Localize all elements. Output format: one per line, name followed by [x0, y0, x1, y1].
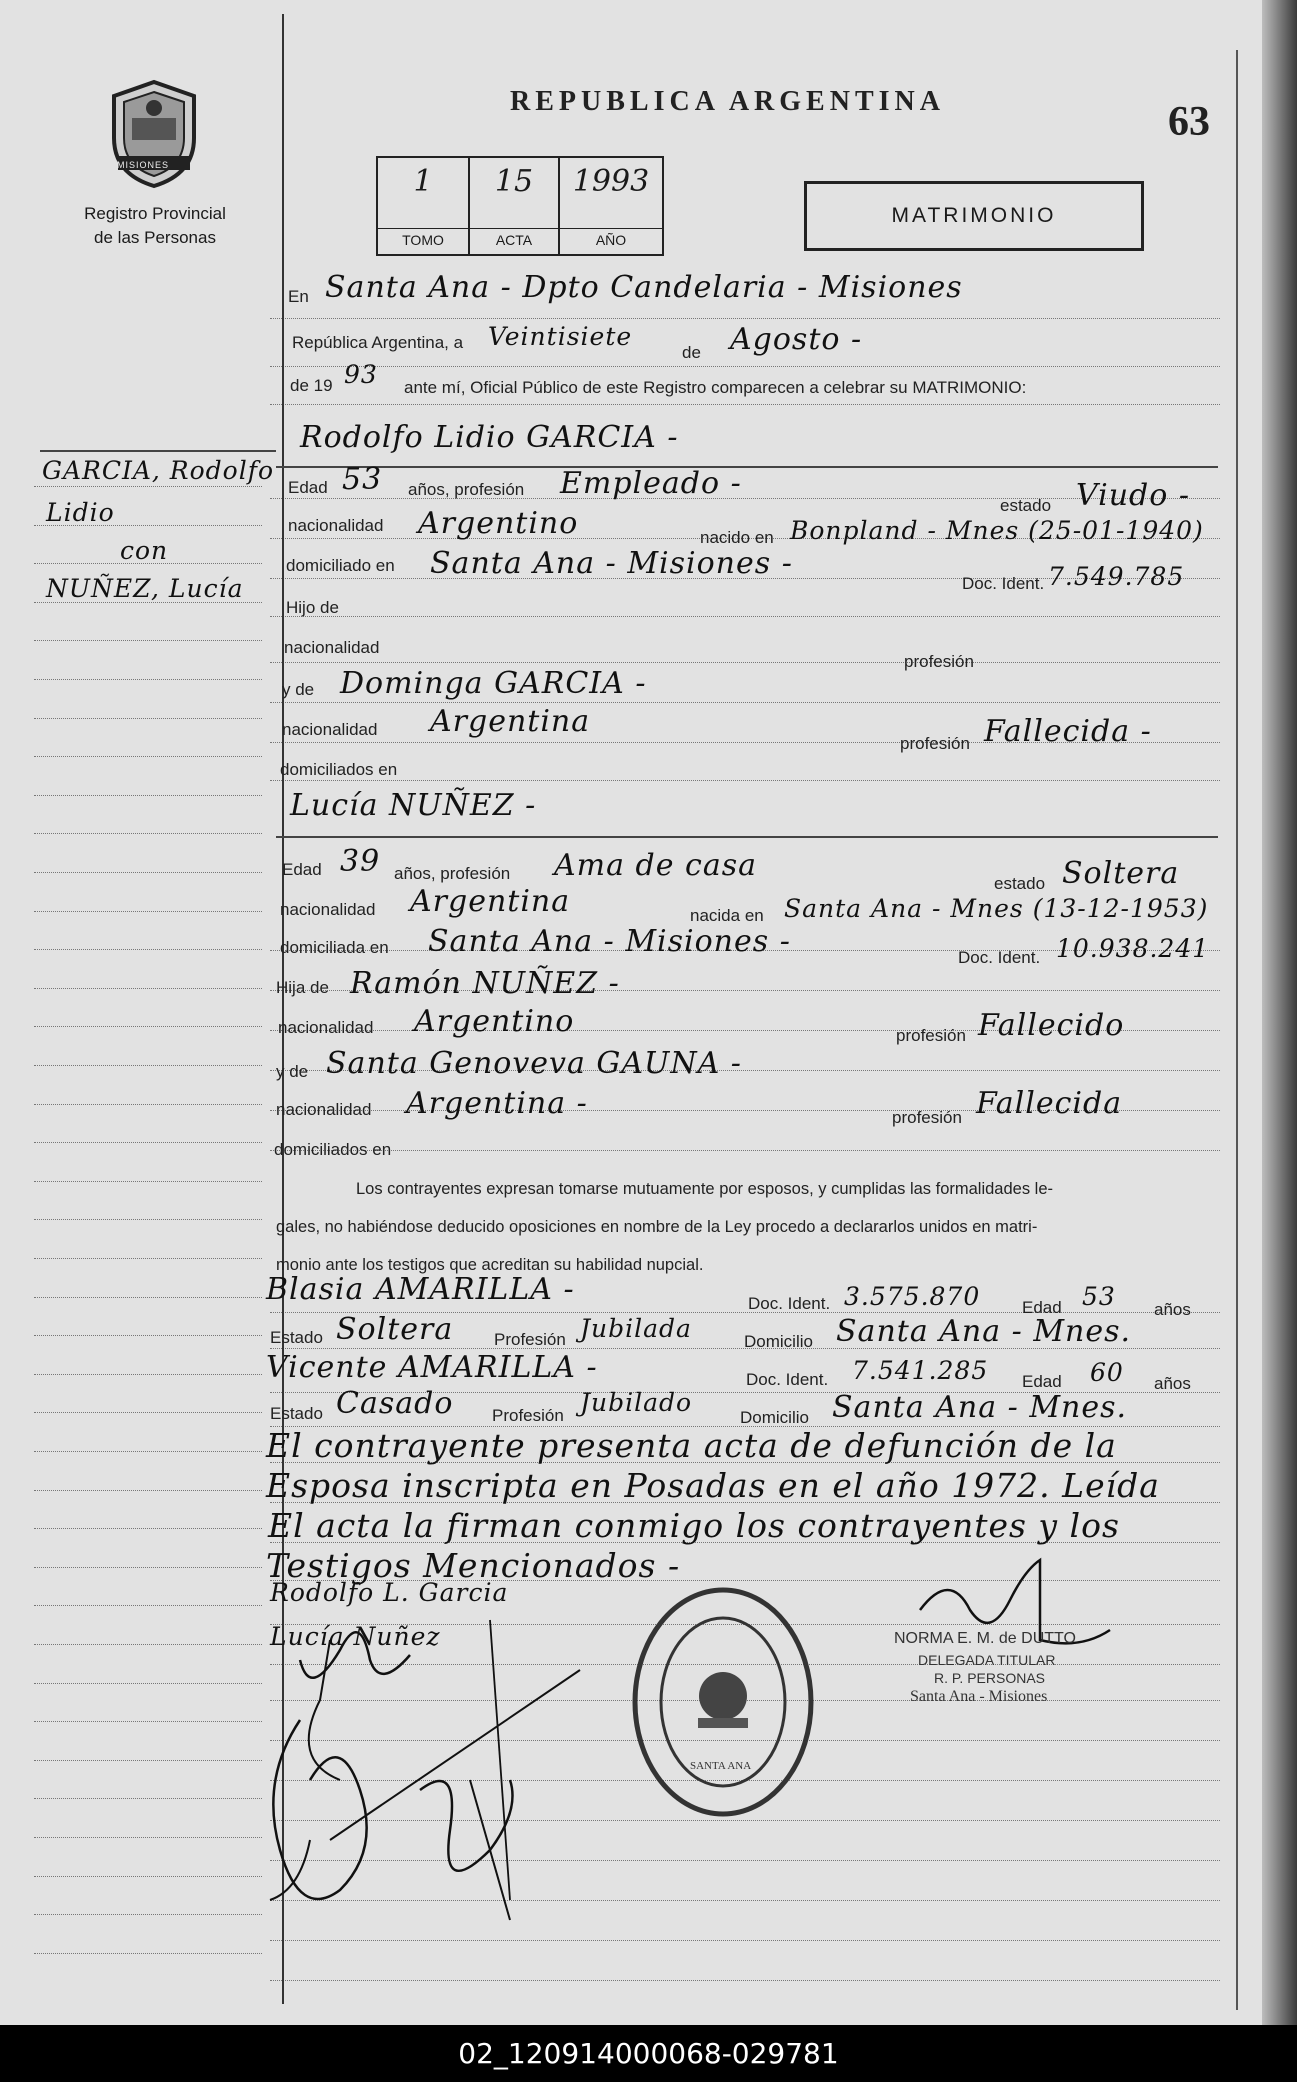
bride-domicilio: Santa Ana - Misiones -	[428, 924, 791, 959]
registry-label-line2: de las Personas	[94, 228, 216, 247]
bride-edad-label: Edad	[282, 860, 322, 879]
bride-father-prof-label: profesión	[896, 1026, 966, 1045]
year-prefix: de 19	[290, 376, 333, 395]
groom-estado-label: estado	[1000, 496, 1052, 515]
bride-father-nac: Argentino	[414, 1004, 575, 1039]
bride-profesion-label: años, profesión	[394, 864, 511, 883]
note-line1: El contrayente presenta acta de defunción de la	[266, 1426, 1117, 1465]
margin-note-line3: con	[120, 536, 169, 565]
witness2-name: Vicente AMARILLA -	[266, 1350, 598, 1385]
declaration-line3: monio ante los testigos que acreditan su habilidad nupcial.	[276, 1256, 704, 1274]
officer-title: DELEGADA TITULAR	[918, 1652, 1056, 1668]
margin-note-line2: Lidio	[46, 498, 115, 527]
marriage-place: Santa Ana - Dpto Candelaria - Misiones	[325, 270, 963, 305]
officer-name: NORMA E. M. de DUTTO	[894, 1630, 1076, 1647]
groom-doc-label: Doc. Ident.	[962, 574, 1045, 593]
groom-father-nac-label: nacionalidad	[284, 638, 380, 657]
groom-nacionalidad: Argentino	[418, 506, 579, 541]
groom-domicilio-label: domiciliado en	[286, 556, 395, 575]
bride-father-nac-label: nacionalidad	[278, 1018, 374, 1037]
groom-mother-nac-label: nacionalidad	[282, 720, 378, 739]
groom-domicilio: Santa Ana - Misiones -	[430, 546, 793, 581]
groom-yde-label: y de	[282, 680, 315, 699]
de-label: de	[682, 343, 701, 362]
groom-father-prof-label: profesión	[904, 652, 974, 671]
groom-nacionalidad-label: nacionalidad	[288, 516, 384, 535]
groom-mother-prof-label: profesión	[900, 734, 970, 753]
groom-edad: 53	[342, 462, 383, 497]
witness2-estado: Casado	[336, 1386, 454, 1421]
marriage-month: Agosto -	[730, 322, 863, 357]
book-spine	[1262, 0, 1297, 2025]
bride-mother-nac: Argentina -	[406, 1086, 588, 1121]
witness2-edad: 60	[1090, 1358, 1124, 1387]
witness1-profesion: Jubilada	[580, 1314, 692, 1343]
bride-domicilio-label: domiciliada en	[280, 938, 389, 957]
bride-mother: Santa Genoveva GAUNA -	[326, 1046, 742, 1081]
ano-label: AÑO	[560, 228, 662, 248]
acta-value: 15	[494, 164, 534, 199]
groom-profesion: Empleado -	[560, 466, 742, 501]
ano-value: 1993	[572, 164, 650, 199]
witness1-estado: Soltera	[336, 1312, 454, 1347]
bride-edad: 39	[340, 844, 381, 879]
bride-signature: Lucía Nuñez	[270, 1622, 441, 1651]
registry-label-line1: Registro Provincial	[84, 204, 226, 223]
bride-estado: Soltera	[1062, 856, 1180, 891]
witness2-edad-label: Edad	[1022, 1372, 1062, 1391]
note-line2: Esposa inscripta en Posadas en el año 1972. Leída	[266, 1466, 1160, 1505]
tomo-label: TOMO	[378, 228, 468, 248]
witness2-domicilio-label: Domicilio	[740, 1408, 809, 1427]
groom-nacido-label: nacido en	[700, 528, 774, 547]
tomo-value: 1	[413, 164, 433, 199]
bride-nacida: Santa Ana - Mnes (13-12-1953)	[784, 894, 1209, 923]
bride-yde-label: y de	[276, 1062, 309, 1081]
witness2-doc-label: Doc. Ident.	[746, 1370, 829, 1389]
acta-label: ACTA	[470, 228, 558, 248]
witness2-doc: 7.541.285	[852, 1356, 989, 1385]
witness2-estado-label: Estado	[270, 1404, 323, 1423]
groom-edad-label: Edad	[288, 478, 328, 497]
witness1-edad-label: Edad	[1022, 1298, 1062, 1317]
bride-father: Ramón NUÑEZ -	[350, 966, 620, 1001]
groom-mother-prof: Fallecida -	[984, 714, 1152, 749]
folio-number: 63	[1168, 99, 1210, 145]
witness1-domicilio: Santa Ana - Mnes.	[836, 1314, 1132, 1349]
margin-note-line4: NUÑEZ, Lucía	[46, 574, 244, 603]
bride-hija-label: Hija de	[276, 978, 329, 997]
witness1-name: Blasia AMARILLA -	[266, 1272, 575, 1307]
document-type-box: MATRIMONIO	[804, 181, 1144, 251]
intro-statement: ante mí, Oficial Público de este Registro comparecen a celebrar su MATRIMONIO:	[404, 378, 1027, 397]
bride-mother-prof: Fallecida	[976, 1086, 1123, 1121]
emblem-text: MISIONES	[117, 160, 170, 170]
groom-signature: Rodolfo L. Garcia	[270, 1578, 509, 1607]
note-line3: El acta la firman conmigo los contrayentes y los	[268, 1506, 1120, 1545]
witness2-profesion: Jubilado	[580, 1388, 693, 1417]
bride-profesion: Ama de casa	[554, 848, 757, 883]
bride-father-prof: Fallecido	[978, 1008, 1125, 1043]
country-title: REPUBLICA ARGENTINA	[510, 86, 945, 117]
witness1-profesion-label: Profesión	[494, 1330, 566, 1349]
en-label: En	[288, 287, 309, 306]
groom-mother: Dominga GARCIA -	[340, 666, 647, 701]
witness1-doc-label: Doc. Ident.	[748, 1294, 831, 1313]
groom-hijo-label: Hijo de	[286, 598, 339, 617]
seal-inner-text: SANTA ANA	[690, 1760, 752, 1772]
witness2-domicilio: Santa Ana - Mnes.	[832, 1390, 1128, 1425]
bride-name: Lucía NUÑEZ -	[290, 788, 537, 823]
witness2-profesion-label: Profesión	[492, 1406, 564, 1425]
image-id: 02_120914000068-029781	[458, 2037, 839, 2070]
bride-domiciliados-label: domiciliados en	[274, 1140, 392, 1159]
witness1-domicilio-label: Domicilio	[744, 1332, 813, 1351]
witness1-anos-label: años	[1154, 1300, 1191, 1319]
bride-nacionalidad-label: nacionalidad	[280, 900, 376, 919]
witness1-estado-label: Estado	[270, 1328, 323, 1347]
year-suffix: 93	[344, 360, 378, 389]
declaration-line1: Los contrayentes expresan tomarse mutuamente por esposos, y cumplidas las formalidades le-	[356, 1180, 1054, 1198]
groom-estado: Viudo -	[1076, 478, 1190, 513]
groom-profesion-label: años, profesión	[408, 480, 525, 499]
official-seal-icon	[628, 1584, 818, 1820]
bride-doc: 10.938.241	[1056, 934, 1210, 963]
witness1-doc: 3.575.870	[844, 1282, 981, 1311]
groom-doc: 7.549.785	[1048, 562, 1185, 591]
bride-estado-label: estado	[994, 874, 1046, 893]
bride-nacida-label: nacida en	[690, 906, 764, 925]
groom-mother-nac: Argentina	[430, 704, 591, 739]
groom-name: Rodolfo Lidio GARCIA -	[300, 420, 679, 455]
image-id-bar	[0, 2025, 1297, 2082]
margin-note-line1: GARCIA, Rodolfo	[42, 456, 275, 485]
officer-office: R. P. PERSONAS	[934, 1670, 1046, 1686]
bride-doc-label: Doc. Ident.	[958, 948, 1041, 967]
note-line4: Testigos Mencionados -	[266, 1546, 681, 1585]
witness1-edad: 53	[1082, 1282, 1116, 1311]
marriage-day: Veintisiete	[488, 322, 633, 351]
groom-domiciliados-label: domiciliados en	[280, 760, 398, 779]
republica-label: República Argentina, a	[292, 333, 464, 352]
bride-mother-prof-label: profesión	[892, 1108, 962, 1127]
witness2-anos-label: años	[1154, 1374, 1191, 1393]
officer-location: Santa Ana - Misiones	[910, 1688, 1048, 1705]
groom-nacido: Bonpland - Mnes (25-01-1940)	[790, 516, 1204, 545]
declaration-line2: gales, no habiéndose deducido oposiciones en nombre de la Ley procedo a declararlos unidos en matri-	[276, 1218, 1038, 1236]
bride-nacionalidad: Argentina	[410, 884, 571, 919]
bride-mother-nac-label: nacionalidad	[276, 1100, 372, 1119]
